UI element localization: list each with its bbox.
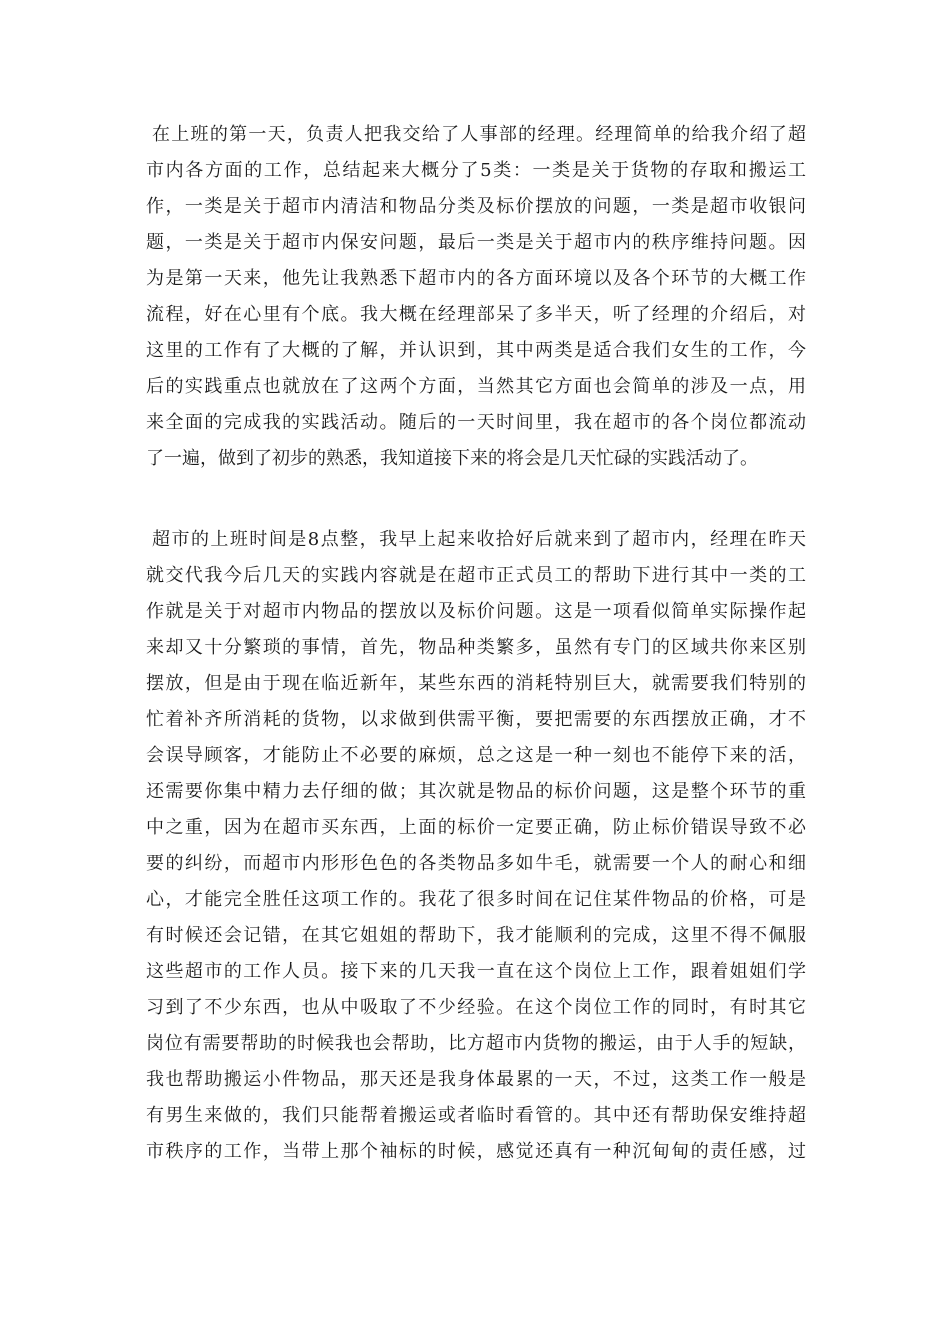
paragraph-line: 有时候还会记错，在其它姐姐的帮助下，我才能顺利的完成，这里不得不佩服 — [146, 925, 806, 946]
paragraph-line: 习到了不少东西，也从中吸取了不少经验。在这个岗位工作的同时，有时其它 — [146, 997, 806, 1018]
paragraph-line: 来却又十分繁琐的事情，首先，物品种类繁多，虽然有专门的区域共你来区别 — [146, 637, 806, 658]
paragraph-line: 摆放，但是由于现在临近新年，某些东西的消耗特别巨大，就需要我们特别的 — [146, 673, 806, 694]
paragraph-line: 岗位有需要帮助的时候我也会帮助，比方超市内货物的搬运，由于人手的短缺， — [146, 1033, 806, 1054]
paragraph-line: 会误导顾客，才能防止不必要的麻烦，总之这是一种一刻也不能停下来的活， — [146, 745, 806, 766]
paragraph-line: 有男生来做的，我们只能帮着搬运或者临时看管的。其中还有帮助保安维持超 — [146, 1105, 806, 1126]
paragraph-line: 超市的上班时间是8点整，我早上起来收拾好后就来到了超市内，经理在昨天 — [152, 529, 806, 550]
paragraph-line: 心，才能完全胜任这项工作的。我花了很多时间在记住某件物品的价格，可是 — [146, 889, 806, 910]
paragraph-line: 我也帮助搬运小件物品，那天还是我身体最累的一天，不过，这类工作一般是 — [146, 1069, 806, 1090]
paragraph-line: 在上班的第一天，负责人把我交给了人事部的经理。经理简单的给我介绍了超 — [152, 124, 806, 145]
paragraph-line: 就交代我今后几天的实践内容就是在超市正式员工的帮助下进行其中一类的工 — [146, 565, 806, 586]
paragraph-line: 了一遍，做到了初步的熟悉，我知道接下来的将会是几天忙碌的实践活动了。 — [146, 448, 758, 469]
paragraph-line: 题，一类是关于超市内保安问题，最后一类是关于超市内的秩序维持问题。因 — [146, 232, 806, 253]
paragraph-line: 后的实践重点也就放在了这两个方面，当然其它方面也会简单的涉及一点，用 — [146, 376, 806, 397]
paragraph-line: 市内各方面的工作，总结起来大概分了5类：一类是关于货物的存取和搬运工 — [146, 160, 806, 181]
paragraph-line: 为是第一天来，他先让我熟悉下超市内的各方面环境以及各个环节的大概工作 — [146, 268, 806, 289]
paragraph-line: 忙着补齐所消耗的货物，以求做到供需平衡，要把需要的东西摆放正确，才不 — [146, 709, 806, 730]
paragraph-line: 还需要你集中精力去仔细的做；其次就是物品的标价问题，这是整个环节的重 — [146, 781, 806, 802]
paragraph-line: 这些超市的工作人员。接下来的几天我一直在这个岗位上工作，跟着姐姐们学 — [146, 961, 806, 982]
paragraph-line: 流程，好在心里有个底。我大概在经理部呆了多半天，听了经理的介绍后，对 — [146, 304, 806, 325]
paragraph-line: 这里的工作有了大概的了解，并认识到，其中两类是适合我们女生的工作，今 — [146, 340, 806, 361]
paragraph-line: 市秩序的工作，当带上那个袖标的时候，感觉还真有一种沉甸甸的责任感，过 — [146, 1141, 806, 1162]
paragraph-line: 要的纠纷，而超市内形形色色的各类物品多如牛毛，就需要一个人的耐心和细 — [146, 853, 806, 874]
paragraph-line: 中之重，因为在超市买东西，上面的标价一定要正确，防止标价错误导致不必 — [146, 817, 806, 838]
paragraph-line: 作，一类是关于超市内清洁和物品分类及标价摆放的问题，一类是超市收银问 — [146, 196, 806, 217]
paragraph-line: 作就是关于对超市内物品的摆放以及标价问题。这是一项看似简单实际操作起 — [146, 601, 806, 622]
paragraph-line: 来全面的完成我的实践活动。随后的一天时间里，我在超市的各个岗位都流动 — [146, 412, 806, 433]
